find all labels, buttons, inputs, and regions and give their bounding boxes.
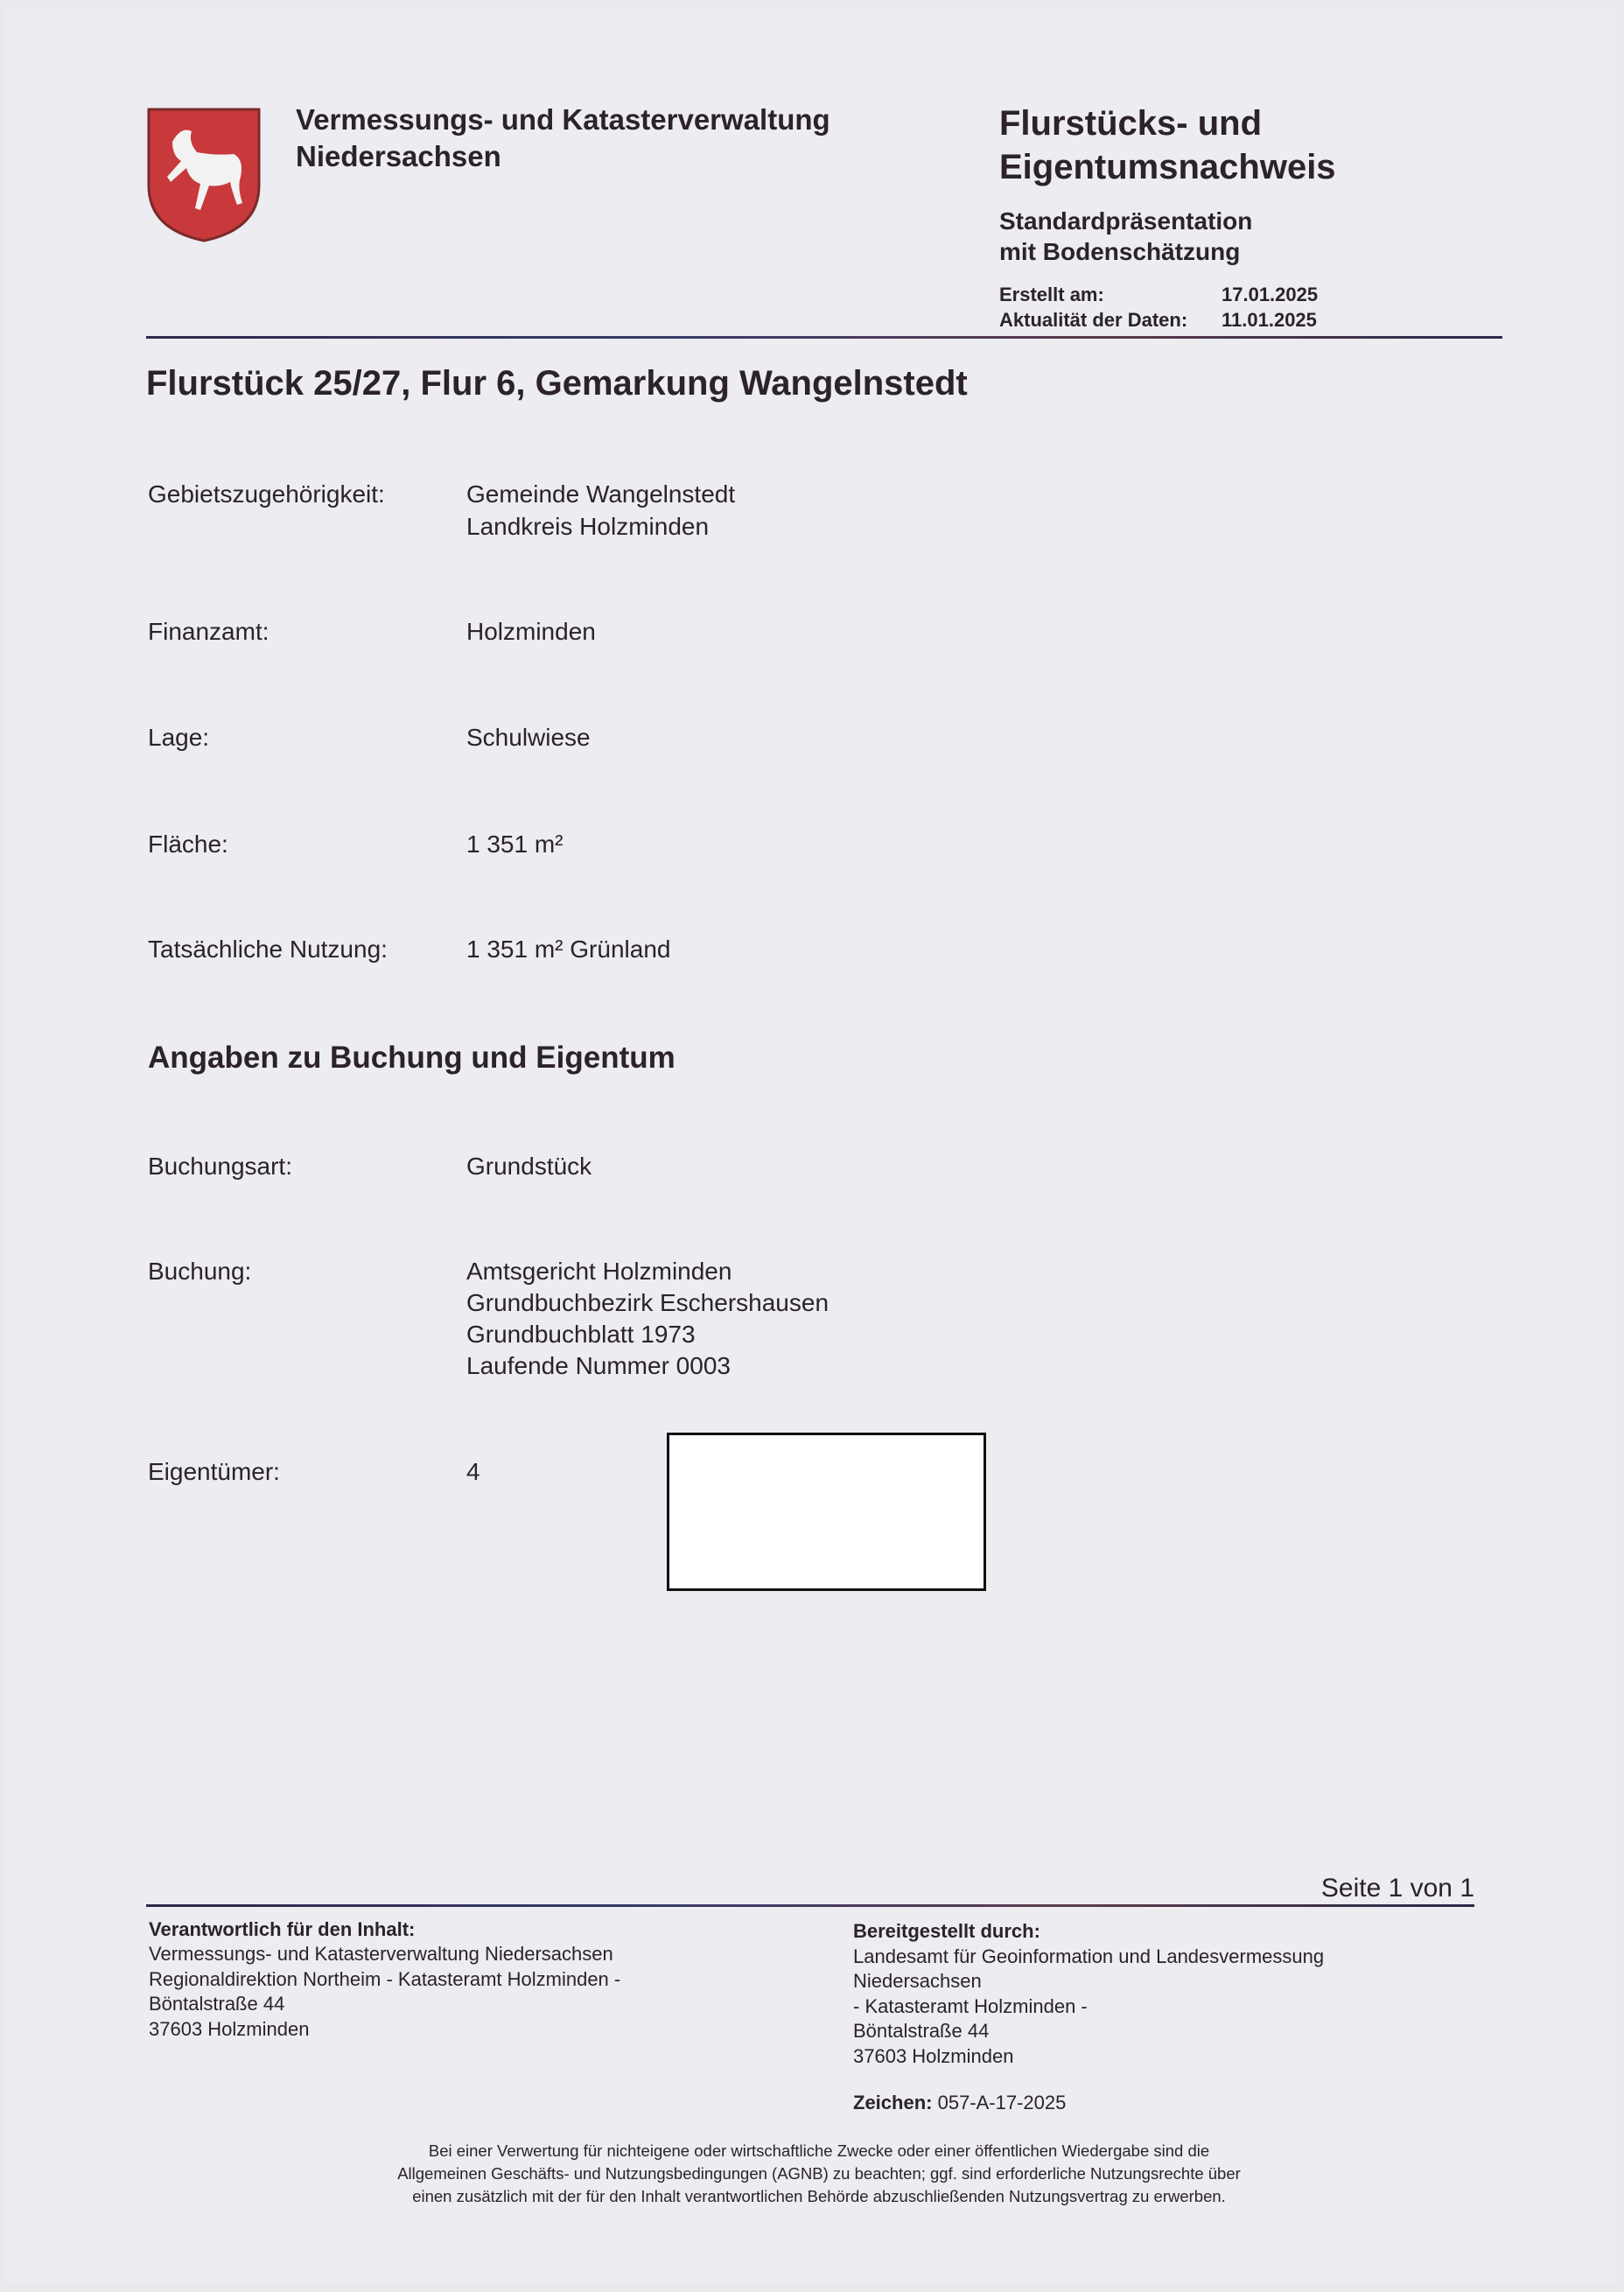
provided-line: - Katasteramt Holzminden -: [853, 1995, 1088, 2017]
area-label: Fläche:: [148, 831, 228, 858]
document-title-line1: Flurstücks- und: [999, 104, 1263, 143]
area-value: 1 351 m²: [466, 831, 564, 858]
booking-type-label: Buchungsart:: [148, 1153, 292, 1180]
provided-line: Niedersachsen: [853, 1970, 982, 1992]
area-membership-label: Gebietszugehörigkeit:: [148, 480, 385, 508]
responsible-line: Regionaldirektion Northeim - Katasteramt Holzminden -: [149, 1968, 621, 1990]
page-indicator: Seite 1 von 1: [1320, 1874, 1474, 1903]
footer-divider: [146, 1904, 1474, 1907]
area-membership-value-2: Landkreis Holzminden: [466, 513, 710, 540]
location-value: Schulwiese: [466, 724, 591, 751]
data-date-label: Aktualität der Daten:: [999, 309, 1188, 331]
booking-value-4: Laufende Nummer 0003: [466, 1352, 731, 1379]
owner-label: Eigentümer:: [148, 1458, 280, 1485]
usage-value: 1 351 m² Grünland: [466, 936, 671, 963]
document-subtitle-line1: Standardpräsentation: [999, 207, 1253, 235]
responsible-line: Böntalstraße 44: [149, 1993, 285, 2015]
booking-heading: Angaben zu Buchung und Eigentum: [148, 1041, 676, 1075]
booking-value-2: Grundbuchbezirk Eschershausen: [466, 1289, 830, 1316]
owner-value: 4: [466, 1458, 480, 1485]
booking-value-1: Amtsgericht Holzminden: [466, 1258, 732, 1285]
provided-line: 37603 Holzminden: [853, 2045, 1014, 2067]
usage-label: Tatsächliche Nutzung:: [148, 936, 388, 963]
reference-number: [853, 2091, 1066, 2116]
org-name-line2: Niedersachsen: [296, 140, 501, 172]
responsible-line: Vermessungs- und Katasterverwaltung Niedersachsen: [149, 1943, 613, 1965]
created-label: Erstellt am:: [999, 284, 1104, 305]
booking-value-3: Grundbuchblatt 1973: [466, 1321, 696, 1348]
provided-title: Bereitgestellt durch:: [853, 1920, 1040, 1942]
disclaimer-line: einen zusätzlich mit der für den Inhalt verantwortlichen Behörde abzuschließenden Nutzungsvertrag zu erwerben.: [412, 2187, 1226, 2205]
coat-of-arms-logo: [146, 107, 262, 243]
reference-value: 057-A-17-2025: [937, 2092, 1067, 2113]
document-subtitle-line2: mit Bodenschätzung: [999, 238, 1241, 265]
reference-label: Zeichen:: [853, 2092, 933, 2113]
parcel-heading: Flurstück 25/27, Flur 6, Gemarkung Wangelnstedt: [146, 364, 968, 403]
tax-office-value: Holzminden: [466, 618, 596, 645]
redacted-owner-box: [667, 1433, 986, 1591]
created-value: 17.01.2025: [1222, 284, 1319, 305]
location-label: Lage:: [148, 724, 210, 751]
booking-type-value: Grundstück: [466, 1153, 592, 1180]
disclaimer-line: Bei einer Verwertung für nichteigene oder wirtschaftliche Zwecke oder einer öffentlichen Wiedergabe sind die: [428, 2141, 1210, 2160]
area-membership-value-1: Gemeinde Wangelnstedt: [466, 480, 736, 508]
provided-line: Landesamt für Geoinformation und Landesvermessung: [853, 1945, 1325, 1967]
disclaimer-line: Allgemeinen Geschäfts- und Nutzungsbedingungen (AGNB) zu beachten; ggf. sind erforderliche Nutzungsrechte über: [397, 2164, 1241, 2183]
provided-line: Böntalstraße 44: [853, 2020, 990, 2042]
tax-office-label: Finanzamt:: [148, 618, 270, 645]
booking-label: Buchung:: [148, 1258, 252, 1285]
header-divider: [146, 336, 1502, 339]
document-title-line2: Eigentumsnachweis: [999, 148, 1336, 186]
data-date-value: 11.01.2025: [1222, 309, 1317, 331]
responsible-line: 37603 Holzminden: [149, 2018, 310, 2040]
org-name-line1: Vermessungs- und Katasterverwaltung: [296, 103, 830, 136]
responsible-title: Verantwortlich für den Inhalt:: [149, 1918, 416, 1940]
